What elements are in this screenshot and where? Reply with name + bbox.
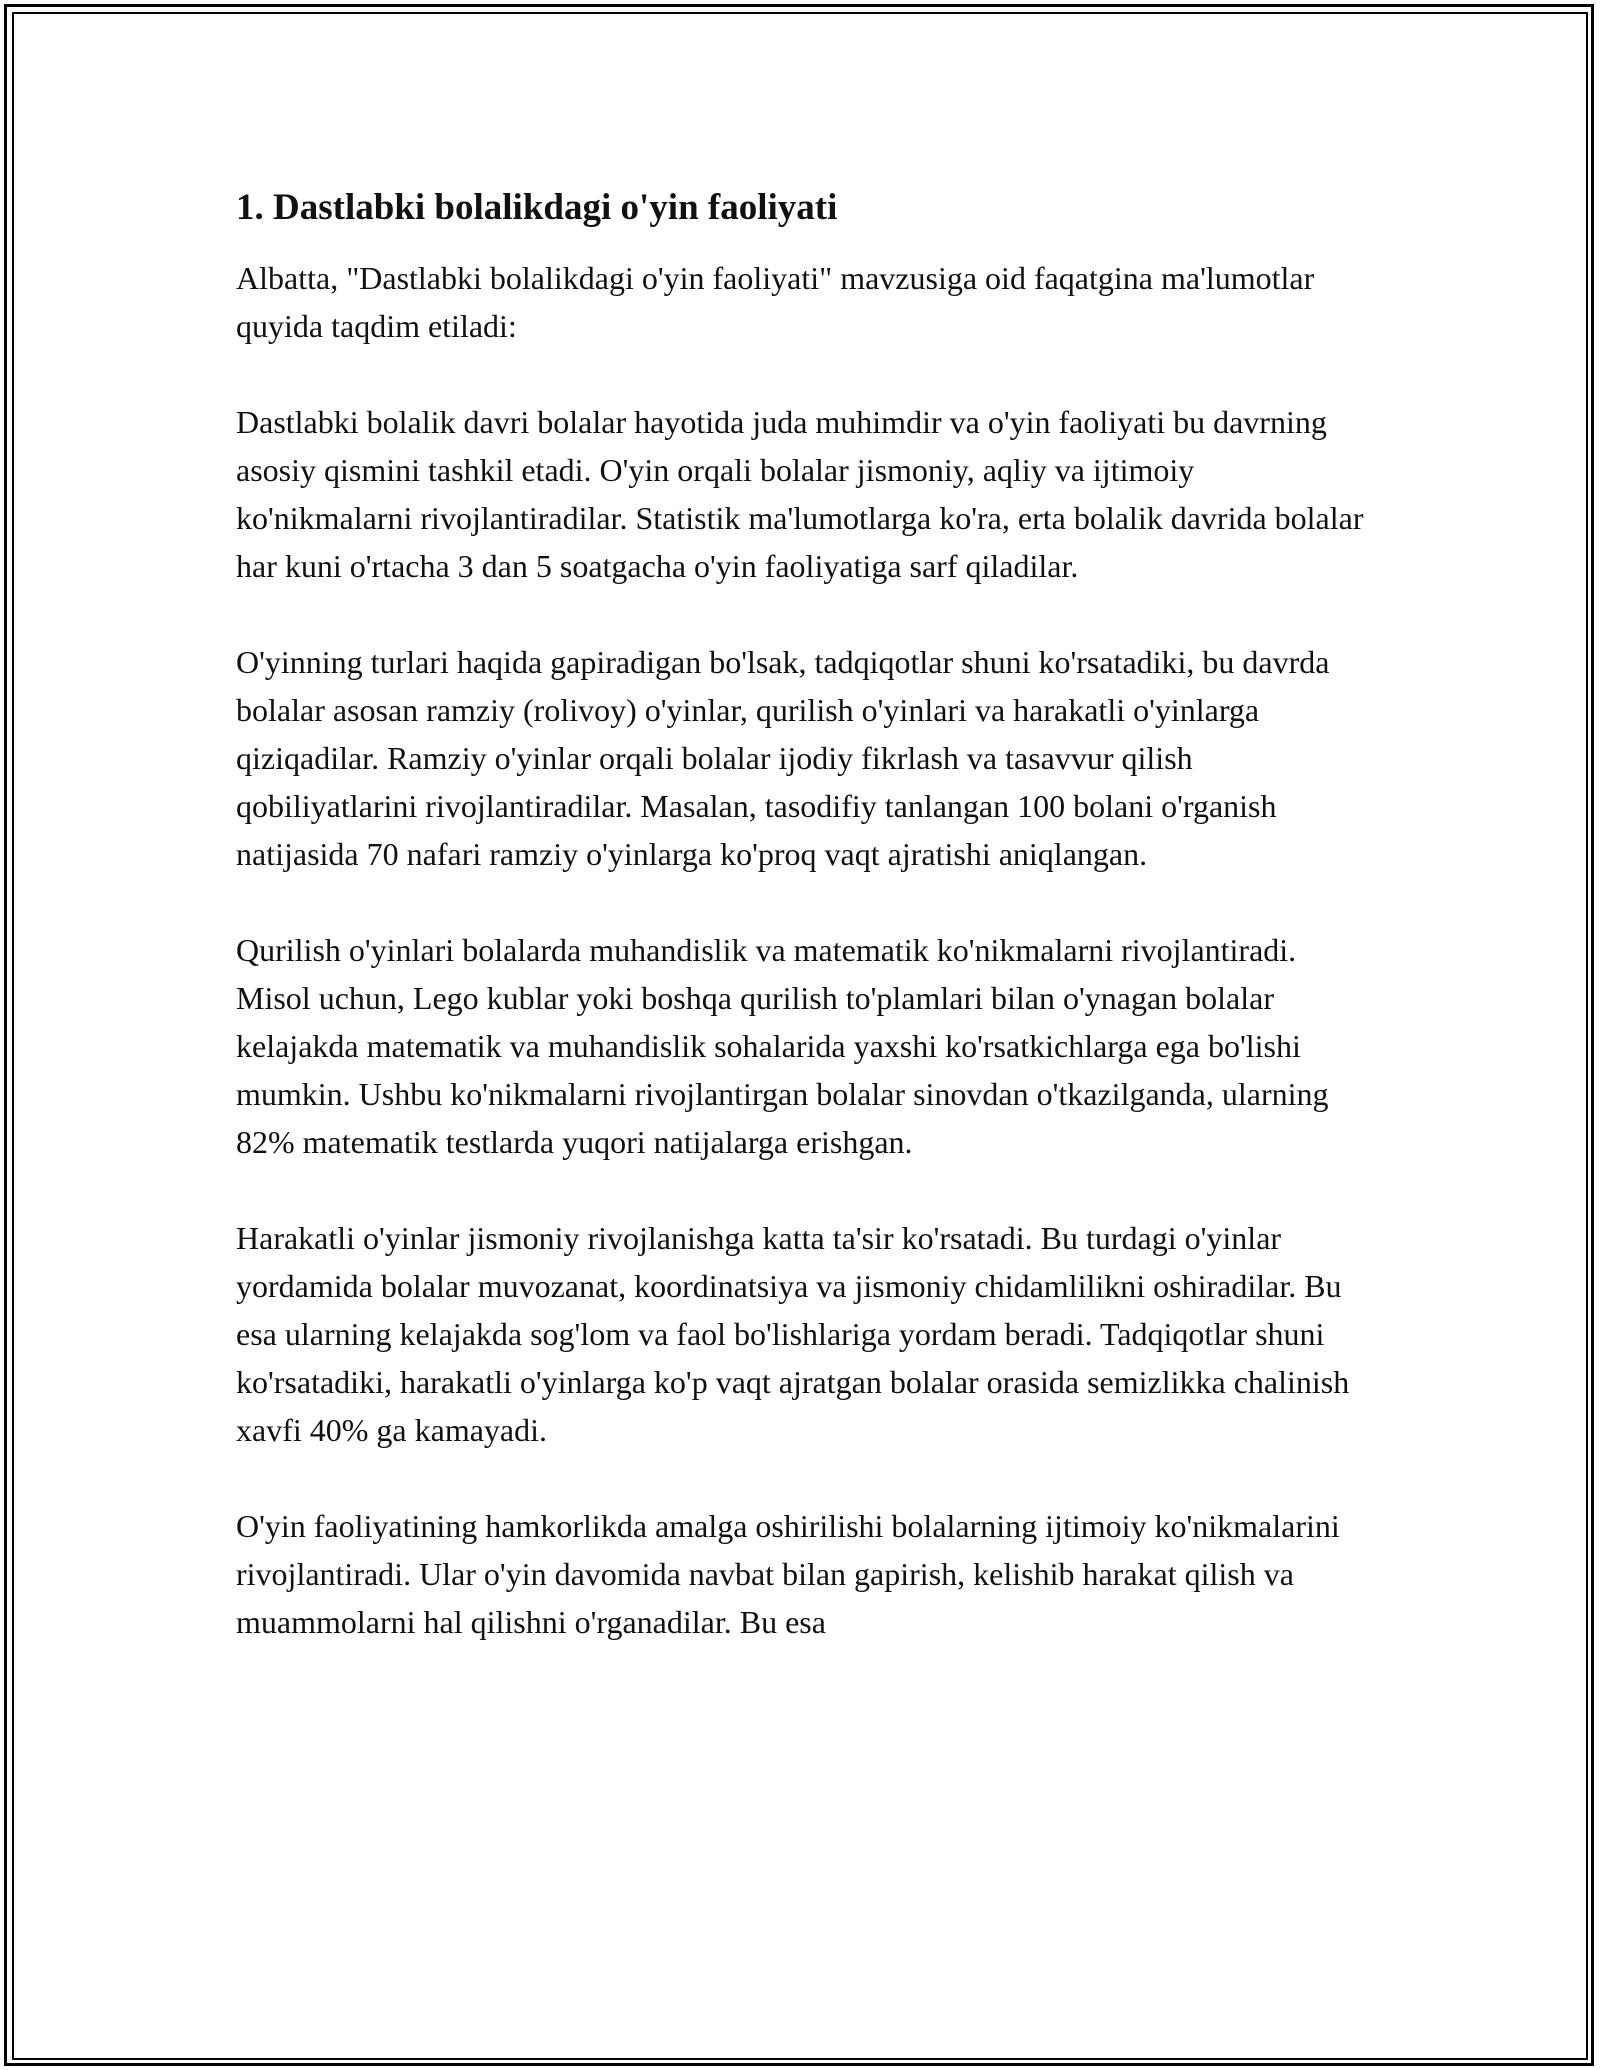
paragraph-social-play: O'yin faoliyatining hamkorlikda amalga oshirilishi bolalarning ijtimoiy ko'nikmalarini rivojlantiradi. Ular o'yin davomida navbat bilan gapirish, kelishib harakat qilish va muammolarni hal qilishni o'rganadilar. Bu esa: [236, 1508, 1340, 1640]
paragraph-play-types: O'yinning turlari haqida gapiradigan bo'lsak, tadqiqotlar shuni ko'rsatadiki, bu davrda bolalar asosan ramziy (rolivoy) o'yinlar, qurilish o'yinlari va harakatli o'yinlarga qiziqadilar. Ramziy o'yinlar orqali bolalar ijodiy fikrlash va tasavvur qilish qobiliyatlarini rivojlantiradilar. Masalan, tasodifiy tanlangan 100 bolani o'rganish natijasida 70 nafari ramziy o'yinlarga ko'proq vaqt ajratishi aniqlangan.: [236, 644, 1330, 872]
paragraph-construction-play: Qurilish o'yinlari bolalarda muhandislik va matematik ko'nikmalarni rivojlantiradi. Misol uchun, Lego kublar yoki boshqa qurilish to'plamlari bilan o'ynagan bolalar kelajakda matematik va muhandislik sohalarida yaxshi ko'rsatkichlarga ega bo'lishi mumkin. Ushbu ko'nikmalarni rivojlantirgan bolalar sinovdan o'tkazilganda, ularning 82% matematik testlarda yuqori natijalarga erishgan.: [236, 932, 1329, 1160]
paragraph-active-play: Harakatli o'yinlar jismoniy rivojlanishga katta ta'sir ko'rsatadi. Bu turdagi o'yinlar yordamida bolalar muvozanat, koordinatsiya va jismoniy chidamlilikni oshiradilar. Bu esa ularning kelajakda sog'lom va faol bo'lishlariga yordam beradi. Tadqiqotlar shuni ko'rsatadiki, harakatli o'yinlarga ko'p vaqt ajratgan bolalar orasida semizlikka chalinish xavfi 40% ga kamayadi.: [236, 1220, 1350, 1448]
paragraph-early-childhood: Dastlabki bolalik davri bolalar hayotida juda muhimdir va o'yin faoliyati bu davrning asosiy qismini tashkil etadi. O'yin orqali bolalar jismoniy, aqliy va ijtimoiy ko'nikmalarni rivojlantiradilar. Statistik ma'lumotlarga ko'ra, erta bolalik davrida bolalar har kuni o'rtacha 3 dan 5 soatgacha o'yin faoliyatiga sarf qiladilar.: [236, 404, 1364, 584]
document-body: [236, 184, 1376, 1694]
document-title: 1. Dastlabki bolalikdagi o'yin faoliyati: [236, 187, 838, 228]
paragraph-intro: Albatta, "Dastlabki bolalikdagi o'yin faoliyati" mavzusiga oid faqatgina ma'lumotlar quyida taqdim etiladi:: [236, 260, 1315, 344]
